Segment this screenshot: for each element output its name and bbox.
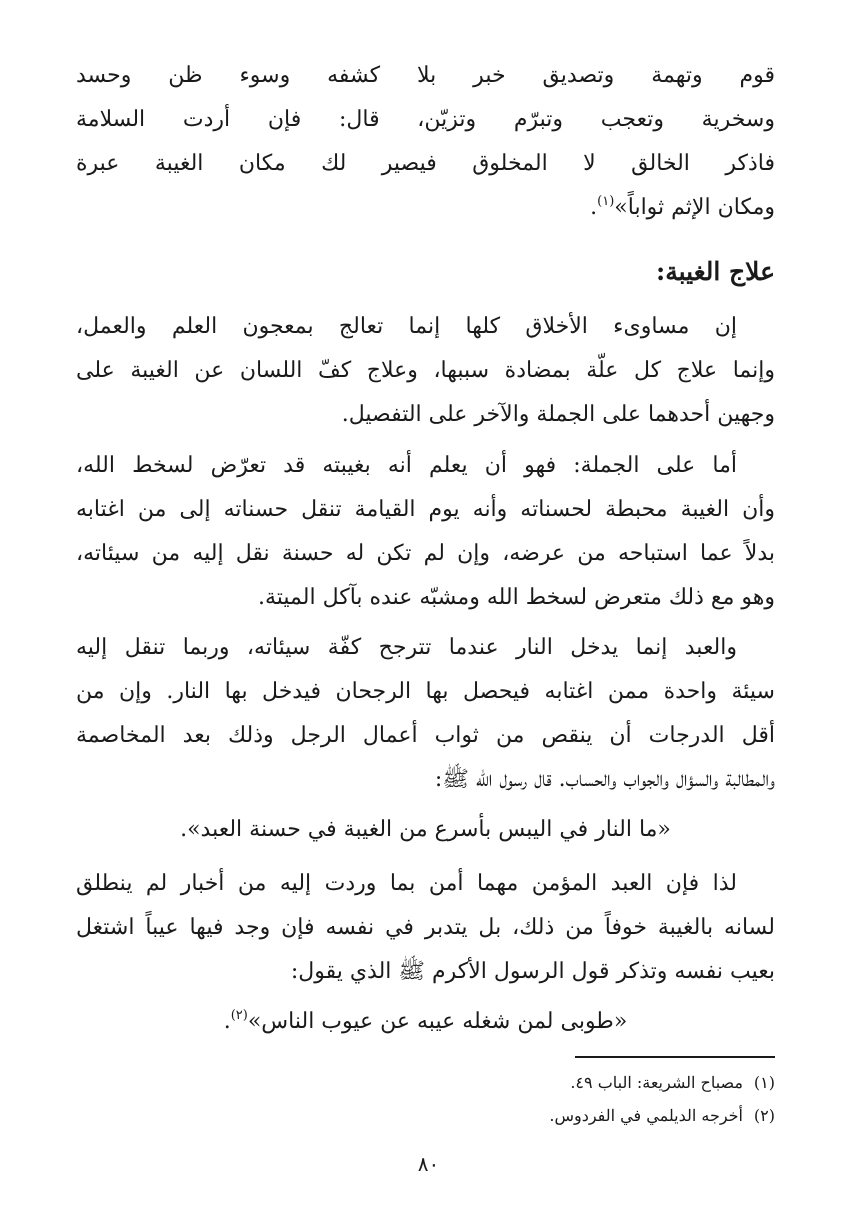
text-line: فاذكر الخالق لا المخلوق فيصير لك مكان الغيبة عبرة [76, 151, 775, 176]
section-heading: علاج الغيبة: [655, 257, 775, 286]
footnote-number: (٢) [753, 1106, 775, 1125]
text-line: لسانه بالغيبة خوفاً من ذلك، بل يتدبر في نفسه فإن وجد فيها عيباً اشتغل [76, 915, 775, 940]
quote-2-text: «طوبى لمن شغله عيبه عن عيوب الناس» [247, 1009, 628, 1034]
text-line: والمطالبة والسؤال والجواب والحساب. قال رسول الله ﷺ: [434, 767, 775, 792]
text-line: وهو مع ذلك متعرض لسخط الله ومشبّه عنده بآكل الميتة. [257, 585, 775, 610]
footnote-text: مصباح الشريعة: الباب ٤٩. [570, 1073, 743, 1092]
text-line: لذا فإن العبد المؤمن مهما أمن بما وردت إليه من أخبار لم ينطلق [76, 871, 737, 896]
text-line: وإنما علاج كل علّة بمضادة سببها، وعلاج كفّ اللسان عن الغيبة على [76, 358, 775, 383]
footnote-divider [575, 1056, 775, 1058]
footnote-ref-2: (٢) [230, 1008, 248, 1023]
paragraph-4 [76, 862, 775, 994]
intro-closing-text: ومكان الإثم ثواباً» [614, 195, 775, 220]
paragraph-1 [76, 305, 775, 437]
text-line: أقل الدرجات أن ينقص من ثواب أعمال الرجل وذلك بعد المخاصمة [76, 723, 775, 748]
text-line: وسخرية وتعجب وتبرّم وتزيّن، قال: فإن أردت السلامة [76, 107, 775, 132]
text-line: بدلاً عما استباحه من عرضه، وإن لم تكن له حسنة نقل إليه من سيئاته، [76, 541, 775, 566]
text-line: بعيب نفسه وتذكر قول الرسول الأكرم ﷺ الذي يقول: [290, 959, 775, 984]
hadith-quote-2 [76, 1000, 775, 1044]
text-line: سيئة واحدة ممن اغتابه فيحصل بها الرجحان فيدخل بها النار. وإن من [76, 679, 775, 704]
text-line: وأن الغيبة محبطة لحسناته وأنه يوم القيامة تنقل حسناته إلى من اغتابه [76, 497, 775, 522]
footnote-text: أخرجه الديلمي في الفردوس. [549, 1106, 743, 1125]
paragraph-2 [76, 444, 775, 620]
intro-closing-period: . [590, 195, 598, 220]
text-line: وجهين أحدهما على الجملة والآخر على التفصيل. [341, 402, 775, 427]
footnote-1 [570, 1070, 775, 1096]
footnote-2 [549, 1103, 775, 1129]
quote-2-period: . [223, 1009, 231, 1034]
paragraph-3 [76, 626, 775, 802]
text-line: أما على الجملة: فهو أن يعلم أنه بغيبته قد تعرّض لسخط الله، [76, 453, 737, 478]
page-number: ٨٠ [417, 1152, 440, 1176]
hadith-quote-1: «ما النار في اليبس بأسرع من الغيبة في حسنة العبد». [180, 817, 671, 842]
text-line: قوم وتهمة وتصديق خبر بلا كشفه وسوء ظن وحسد [76, 63, 775, 88]
text-line: والعبد إنما يدخل النار عندما تترجح كفّة سيئاته، وربما تنقل إليه [76, 635, 737, 660]
text-line [76, 186, 775, 230]
text-line: إن مساوىء الأخلاق كلها إنما تعالج بمعجون العلم والعمل، [76, 314, 737, 339]
footnote-ref-1: (١) [597, 194, 615, 209]
intro-paragraph [76, 54, 775, 230]
footnote-number: (١) [753, 1073, 775, 1092]
